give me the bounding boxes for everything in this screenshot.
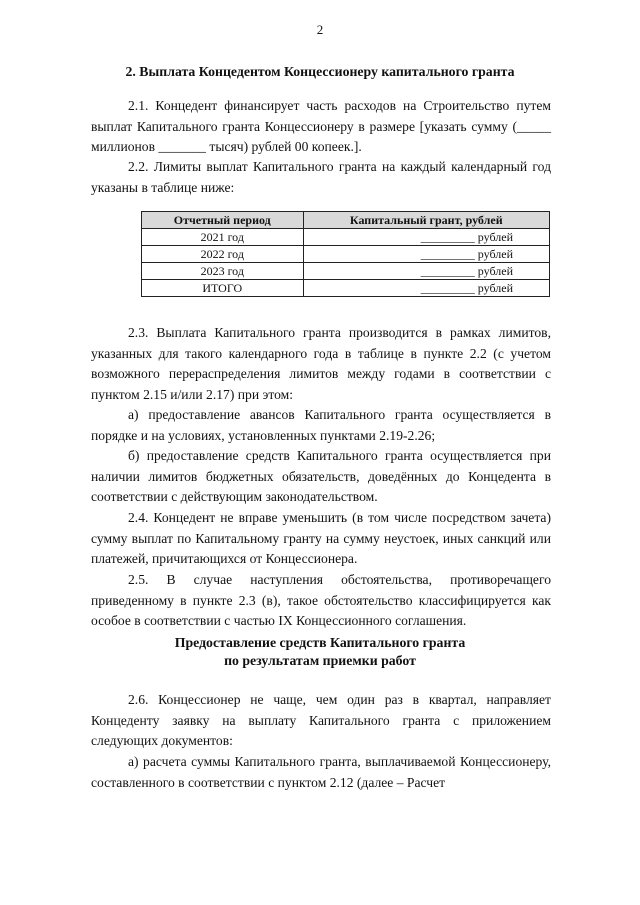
paragraph-2-5: 2.5. В случае наступления обстоятельства, противоречащего приведенному в пункте 2.3 (в), такое обстоятельство классифицируется как особое в соответствии с частью IX Концессионного соглашения. [91, 572, 551, 629]
grant-limits-table [141, 211, 550, 297]
subsection-title-line-1: Предоставление средств Капитального гранта [174, 635, 466, 650]
page-number: 2 [316, 22, 324, 37]
row-amount: _________ рублей [303, 246, 549, 263]
paragraph-2-3-b: б) предоставление средств Капитального гранта осуществляется при наличии лимитов бюджетных обязательств, доведённых до Концедента в соответствии с действующим законодательством. [91, 448, 551, 505]
paragraph-2-2: 2.2. Лимиты выплат Капитального гранта на каждый календарный год указаны в таблице ниже: [91, 159, 551, 195]
table-row [142, 263, 550, 280]
row-period: 2023 год [142, 263, 304, 280]
paragraph-2-1: 2.1. Концедент финансирует часть расходов на Строительство путем выплат Капитального гранта Концессионеру в размере [указать сумму (_____ миллионов _______ тысяч) рублей 00 копеек.]. [91, 98, 551, 155]
section-title: 2. Выплата Концедентом Концессионеру капитального гранта [125, 64, 515, 79]
header-period: Отчетный период [142, 212, 304, 229]
table-row-total [142, 280, 550, 297]
paragraph-2-3: 2.3. Выплата Капитального гранта производится в рамках лимитов, указанных для такого календарного года в таблице в пункте 2.2 (с учетом возможного перераспределения лимитов между годами в соответствии с пунктом 2.15 и/или 2.17) при этом: [91, 325, 551, 402]
row-amount: _________ рублей [303, 229, 549, 246]
header-grant: Капитальный грант, рублей [303, 212, 549, 229]
row-period: 2021 год [142, 229, 304, 246]
table-header-row [142, 212, 550, 229]
paragraph-2-3-a: а) предоставление авансов Капитального гранта осуществляется в порядке и на условиях, установленных пунктами 2.19-2.26; [91, 407, 551, 443]
table-row [142, 246, 550, 263]
table-row [142, 229, 550, 246]
row-amount: _________ рублей [303, 263, 549, 280]
row-amount: _________ рублей [303, 280, 549, 297]
paragraph-2-4: 2.4. Концедент не вправе уменьшить (в том числе посредством зачета) сумму выплат по Капитальному гранту на сумму неустоек, иных санкций или платежей, причитающихся от Концессионера. [91, 510, 551, 567]
paragraph-2-6-a: а) расчета суммы Капитального гранта, выплачиваемой Концессионеру, составленного в соответствии с пунктом 2.12 (далее – Расчет [91, 754, 551, 790]
subsection-title-line-2: по результатам приемки работ [224, 653, 416, 668]
paragraph-2-6: 2.6. Концессионер не чаще, чем один раз в квартал, направляет Концеденту заявку на выплату Капитального гранта с приложением следующих документов: [91, 692, 551, 749]
row-period: ИТОГО [142, 280, 304, 297]
row-period: 2022 год [142, 246, 304, 263]
